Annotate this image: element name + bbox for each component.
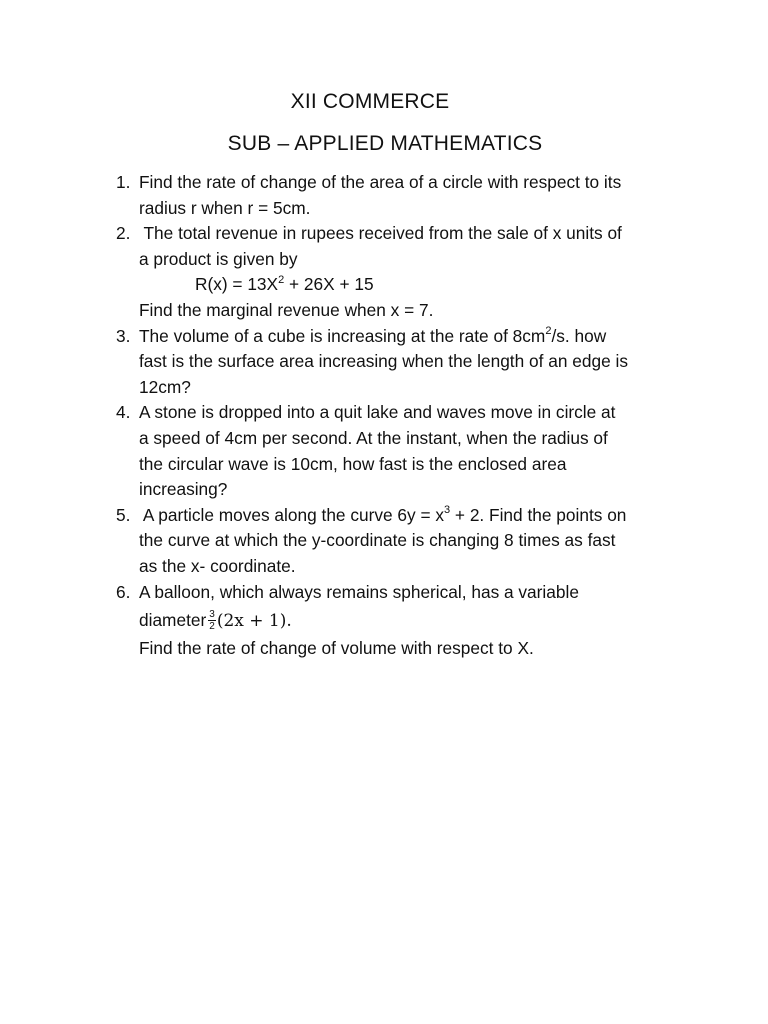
question-4: [116, 400, 676, 502]
question-text-line: [139, 503, 676, 529]
text-prefix: The volume of a cube is increasing at the rate of 8cm: [139, 325, 546, 346]
class-title: XII COMMERCE: [290, 90, 450, 113]
fraction: [208, 609, 216, 632]
question-number: 1.: [116, 172, 131, 192]
diameter-expression: (2x + 1).: [216, 611, 292, 632]
question-text-line: the curve at which the y-coordinate is changing 8 times as fast: [139, 530, 616, 551]
question-text-line: Find the marginal revenue when x = 7.: [139, 299, 434, 320]
question-text-line: as the x- coordinate.: [139, 555, 296, 576]
question-text-line: 12cm?: [139, 376, 191, 397]
question-text-line: a speed of 4cm per second. At the instant, when the radius of: [139, 427, 608, 448]
question-text-line: fast is the surface area increasing when the length of an edge is: [139, 351, 628, 372]
diameter-label: diameter: [139, 610, 207, 631]
question-number: 2.: [116, 223, 131, 244]
question-text-line: a product is given by: [139, 248, 298, 269]
question-6: [116, 580, 676, 662]
question-text-line: The total revenue in rupees received from the sale of x units of: [139, 223, 622, 244]
question-1: [116, 170, 676, 221]
formula-exponent: 2: [278, 273, 285, 286]
question-text-line: radius r when r = 5cm.: [139, 197, 311, 218]
question-text-line: A stone is dropped into a quit lake and waves move in circle at: [139, 402, 616, 423]
question-text-line: the circular wave is 10cm, how fast is the enclosed area: [139, 453, 567, 474]
question-text-line: A balloon, which always remains spherical, has a variable: [139, 581, 579, 602]
text-prefix: A particle moves along the curve 6y = x: [139, 504, 444, 525]
question-5: [116, 503, 676, 580]
question-2: [116, 221, 676, 323]
unit-exponent: 2: [545, 324, 552, 337]
question-number: 3.: [116, 325, 131, 346]
fraction-numerator: 3: [209, 609, 215, 621]
text-suffix: + 2. Find the points on: [450, 504, 627, 525]
text-suffix: /s. how: [551, 325, 607, 346]
formula-suffix: + 26X + 15: [284, 274, 374, 295]
diameter-line: [139, 603, 676, 638]
question-text-line: Find the rate of change of volume with respect to X.: [139, 638, 534, 659]
question-text-line: increasing?: [139, 479, 228, 500]
question-list: [116, 170, 676, 662]
question-text-line: Find the rate of change of the area of a circle with respect to its: [139, 172, 622, 192]
question-number: 6.: [116, 581, 131, 602]
revenue-formula: [139, 272, 676, 298]
question-number: 5.: [116, 504, 131, 525]
formula-prefix: R(x) = 13X: [195, 274, 279, 295]
question-text-line: [139, 324, 676, 350]
fraction-denominator: 2: [209, 621, 215, 633]
question-3: [116, 324, 676, 401]
curve-exponent: 3: [444, 503, 451, 516]
question-number: 4.: [116, 402, 131, 423]
subject-title: SUB – APPLIED MATHEMATICS: [227, 132, 543, 155]
